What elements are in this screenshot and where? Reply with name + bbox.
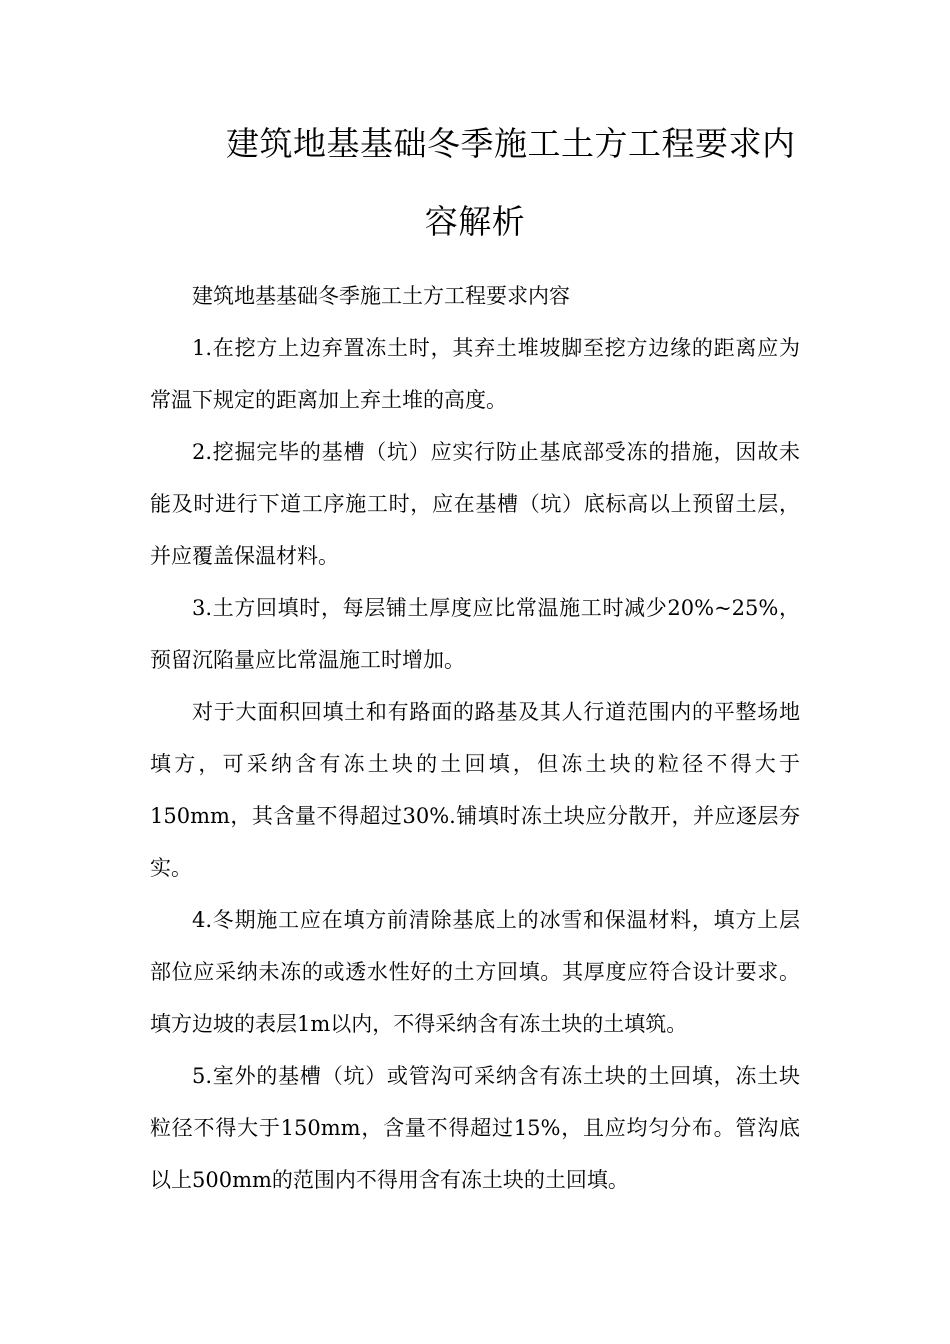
document-title-line-2: 容解析 <box>424 202 526 241</box>
document-body <box>150 270 800 1206</box>
paragraph-item-1: 1.在挖方上边弃置冻土时，其弃土堆坡脚至挖方边缘的距离应为常温下规定的距离加上弃土堆的高度。 <box>150 336 800 412</box>
document-title-line-1: 建筑地基基础冬季施工土方工程要求内 <box>226 124 796 163</box>
paragraph-item-3: 3.土方回填时，每层铺土厚度应比常温施工时减少20%~25%，预留沉陷量应比常温施工时增加。 <box>150 596 800 672</box>
paragraph-item-3-note: 对于大面积回填土和有路面的路基及其人行道范围内的平整场地填方，可采纳含有冻土块的土回填，但冻土块的粒径不得大于150mm，其含量不得超过30%.铺填时冻土块应分散开，并应逐层夯实。 <box>150 700 800 880</box>
paragraph-subtitle: 建筑地基基础冬季施工土方工程要求内容 <box>192 284 570 308</box>
paragraph-item-4: 4.冬期施工应在填方前清除基底上的冰雪和保温材料，填方上层部位应采纳未冻的或透水性好的土方回填。其厚度应符合设计要求。填方边坡的表层1m以内，不得采纳含有冻土块的土填筑。 <box>150 908 800 1036</box>
paragraph-item-2: 2.挖掘完毕的基槽（坑）应实行防止基底部受冻的措施，因故未能及时进行下道工序施工时，应在基槽（坑）底标高以上预留土层，并应覆盖保温材料。 <box>150 440 800 568</box>
paragraph-item-5: 5.室外的基槽（坑）或管沟可采纳含有冻土块的土回填，冻土块粒径不得大于150mm，含量不得超过15%，且应均匀分布。管沟底以上500mm的范围内不得用含有冻土块的土回填。 <box>150 1064 800 1192</box>
